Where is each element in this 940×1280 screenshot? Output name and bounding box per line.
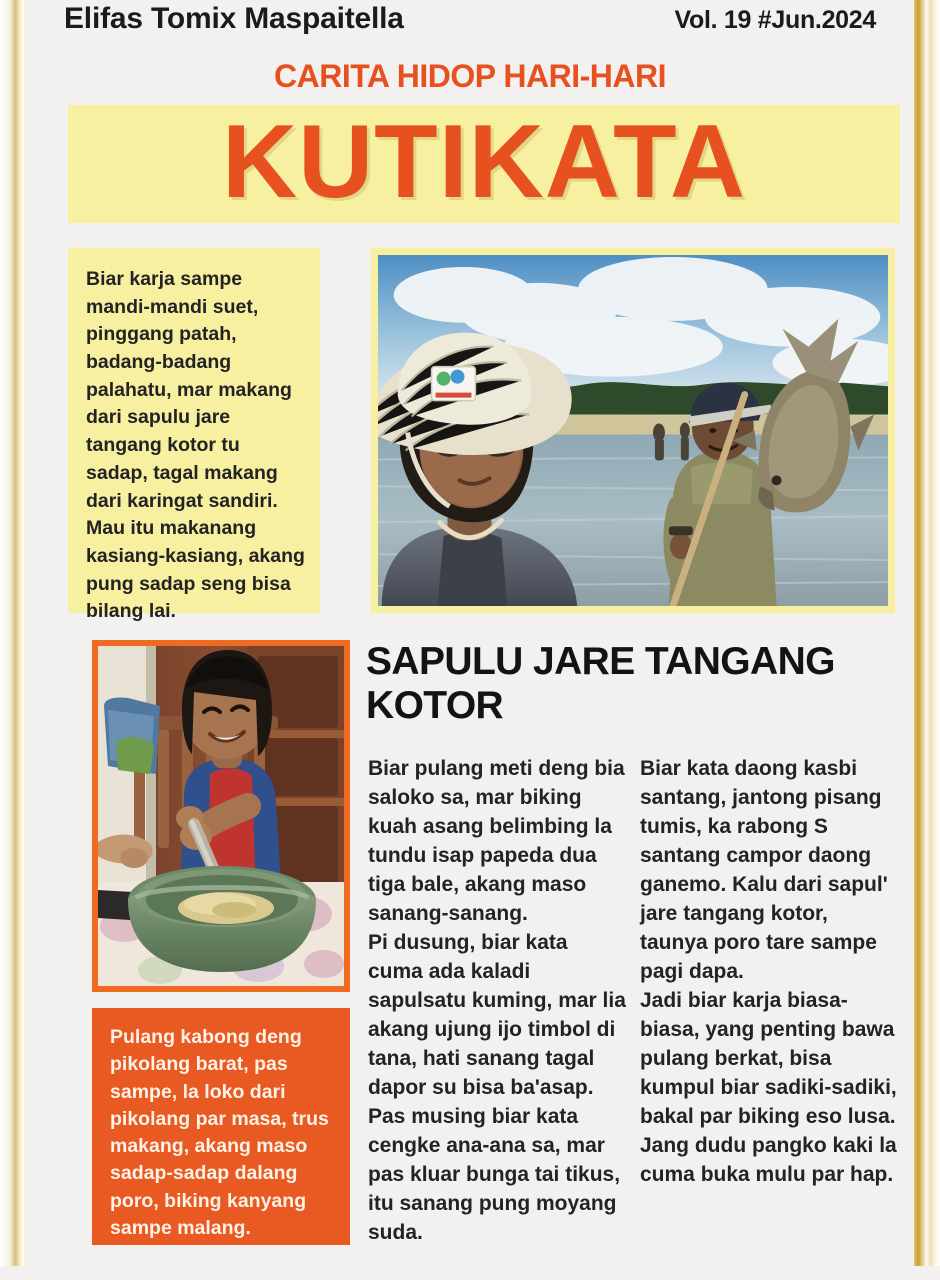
- masthead: [64, 2, 890, 46]
- body-paragraph: Jadi biar karja biasa-biasa, yang penting bawa pulang berkat, bisa kumpul biar sadiki-sadiki, bakal par biking eso lusa. Jang dudu pangko kaki la cuma buka mulu par hap.: [640, 988, 897, 1186]
- banner: [68, 105, 900, 223]
- lead-photo: [371, 248, 895, 613]
- body-paragraph: Pas musing biar kata cengke ana-ana sa, mar pas kluar bunga tai tikus, itu sanang pung moyang suda.: [368, 1104, 621, 1244]
- lead-photo-scene: [378, 255, 888, 606]
- publication-title: KUTIKATA: [221, 104, 747, 220]
- lead-pull-quote: Biar karja sampe mandi-mandi suet, pinggang patah, badang-badang palahatu, mar makang dari sapulu jare tangang kotor tu sadap, tagal makang dari karingat sandiri. Mau itu makanang kasiang-kasiang, akang pung sadap seng bisa bilang lai.: [68, 248, 320, 613]
- body-column-middle: [368, 755, 626, 1247]
- body-paragraph: Pi dusung, biar kata cuma ada kaladi sapulsatu kuming, mar lia akang ujung ijo timbol di tana, hati sanang tagal dapor su bisa ba'asap.: [368, 930, 626, 1099]
- author-name: Elifas Tomix Maspaitella: [64, 2, 404, 35]
- article-headline: SAPULU JARE TANGANG KOTOR: [366, 640, 835, 727]
- side-photo: [92, 640, 350, 992]
- section-kicker: CARITA HIDOP HARI-HARI: [274, 58, 666, 94]
- body-paragraph: Biar kata daong kasbi santang, jantong pisang tumis, ka rabong S santang campor daong ganemo. Kalu dari sapul' jare tangang kotor, taunya poro tare sampe pagi dapa.: [640, 757, 888, 983]
- body-paragraph: Biar pulang meti deng bia saloko sa, mar biking kuah asang belimbing la tundu isap papeda dua tiga bale, akang maso sanang-sanang.: [368, 757, 625, 925]
- page-border-bottom: [0, 1266, 940, 1280]
- orange-callout: Pulang kabong deng pikolang barat, pas sampe, la loko dari pikolang par masa, trus makang, akang maso sadap-sadap dalang poro, biking kanyang sampe malang.: [92, 1008, 350, 1245]
- page-sheet: [26, 0, 914, 1280]
- body-column-right: [640, 755, 898, 1190]
- side-photo-scene: [98, 646, 344, 986]
- issue-number: Vol. 19 #Jun.2024: [674, 6, 876, 34]
